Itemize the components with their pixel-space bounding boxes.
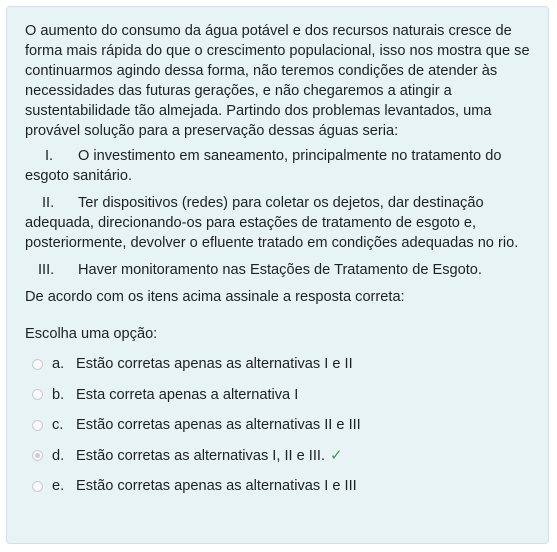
statement-number: II. <box>42 195 55 211</box>
question-content <box>25 21 540 507</box>
statement-item <box>25 146 540 186</box>
option-text: Estão corretas as alternativas I, II e III. <box>76 447 326 464</box>
statement-text: O investimento em saneamento, principalmente no tratamento do esgoto sanitário. <box>25 148 502 184</box>
statement-text: Haver monitoramento nas Estações de Tratamento de Esgoto. <box>78 262 482 278</box>
radio-button[interactable] <box>32 420 43 431</box>
radio-button[interactable] <box>32 359 43 370</box>
choose-option-label: Escolha uma opção: <box>25 326 158 342</box>
option-text: Estão corretas apenas as alternativas I e III <box>76 478 357 494</box>
radio-button[interactable] <box>32 389 43 400</box>
answer-options <box>25 354 540 496</box>
statement-item <box>25 193 540 253</box>
answer-option-c[interactable] <box>25 415 540 435</box>
statement-number: III. <box>38 262 55 278</box>
check-icon: ✓ <box>330 446 343 464</box>
statement-item <box>25 260 540 280</box>
answer-option-b[interactable] <box>25 385 540 405</box>
option-letter: b. <box>52 386 65 403</box>
option-text: Esta correta apenas a alternativa I <box>76 386 299 403</box>
option-letter: d. <box>52 447 65 464</box>
question-intro: O aumento do consumo da água potável e dos recursos naturais cresce de forma mais rápida do que o crescimento populacional, isso nos mostra que se continuarmos agindo dessa forma, não teremos condições de atender às necessidades das futuras gerações, e não chegaremos a atingir a sustentabilidade tão almejada. Partindo dos problemas levantados, uma provável solução para a preservação dessas águas seria: <box>25 23 530 139</box>
option-letter: e. <box>52 478 65 494</box>
option-letter: a. <box>52 356 65 372</box>
statement-number: I. <box>45 148 54 164</box>
statement-text: Ter dispositivos (redes) para coletar os dejetos, dar destinação adequada, direcionando-os para estações de tratamento de esgoto e, posteriormente, devolver o efluente tratado em condições adequadas no rio. <box>25 195 519 251</box>
radio-button[interactable] <box>32 481 43 492</box>
answer-option-d[interactable] <box>25 446 540 466</box>
option-text: Estão corretas apenas as alternativas I e II <box>76 356 353 372</box>
question-card <box>6 6 549 544</box>
radio-button-selected[interactable] <box>32 450 43 461</box>
answer-option-a[interactable] <box>25 354 540 374</box>
question-prompt: De acordo com os itens acima assinale a resposta correta: <box>25 289 405 305</box>
answer-option-e[interactable] <box>25 476 540 496</box>
option-letter: c. <box>52 417 64 433</box>
option-text: Estão corretas apenas as alternativas II e III <box>76 417 361 433</box>
